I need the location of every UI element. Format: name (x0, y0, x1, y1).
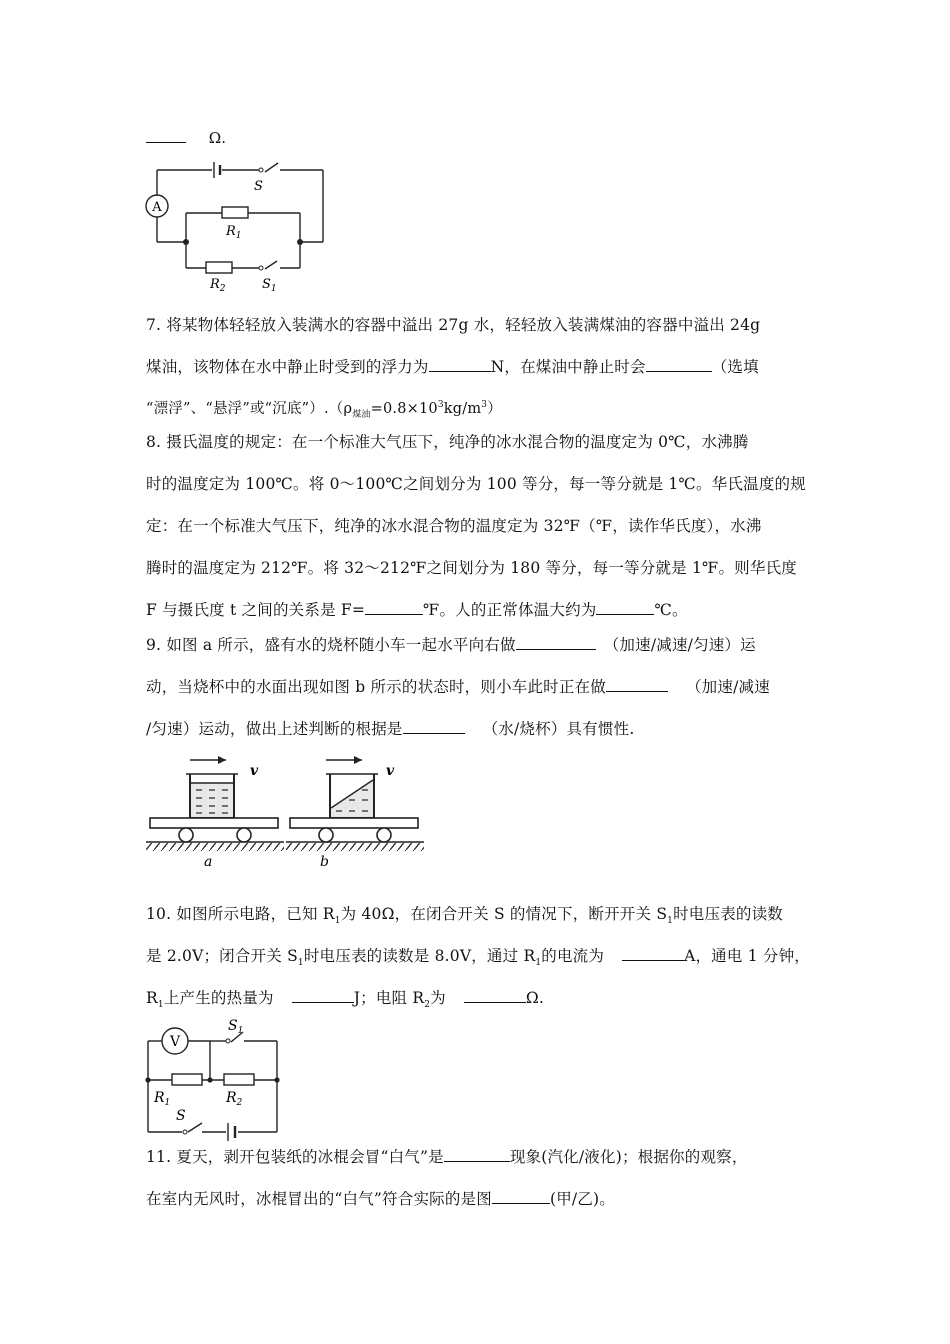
r1-sub: 1 (235, 231, 242, 241)
q10-line-2 (146, 944, 810, 968)
text: （选填 (711, 358, 759, 376)
q8-line-3: 定：在一个标准大气压下，纯净的冰水混合物的温度定为 32℉（℉，读作华氏度），水沸 (146, 517, 762, 535)
q11-line-2 (146, 1187, 615, 1209)
text: R (146, 989, 158, 1007)
unit-text: Ω. (208, 129, 226, 147)
q9-beaker-cart-figure (146, 750, 426, 870)
q8-line-1: 8. 摄氏温度的规定：在一个标准大气压下，纯净的冰水混合物的温度定为 0℃，水沸腾 (146, 433, 749, 451)
svg-text:R1 (225, 224, 242, 241)
text: (甲/乙)。 (549, 1190, 615, 1208)
s1-label: S (262, 277, 271, 292)
svg-text:R1 (153, 1090, 170, 1108)
switch-s-label: S (176, 1108, 186, 1124)
r1-label: R (154, 1090, 165, 1106)
r2-label: R (226, 1090, 237, 1106)
answer-blank[interactable] (292, 988, 354, 1003)
answer-blank[interactable] (365, 600, 423, 615)
subscript: 1 (667, 916, 674, 927)
q11-line-1 (146, 1145, 748, 1167)
text: “漂浮”、“悬浮”或“沉底”）.（ρ (146, 401, 353, 417)
answer-blank[interactable] (429, 357, 491, 372)
text: =0.8×10 (370, 401, 438, 417)
text: ） (487, 401, 502, 417)
r2-label: R (210, 277, 220, 292)
r1-sub: 1 (164, 1098, 171, 1108)
superscript: 3 (481, 400, 488, 411)
subscript: 2 (424, 1000, 431, 1011)
q6-circuit-diagram (140, 160, 340, 295)
q8-line-5 (146, 598, 688, 620)
voltmeter-label: V (169, 1034, 181, 1050)
text: 在室内无风时，冰棍冒出的“白气”符合实际的是图 (146, 1190, 492, 1208)
subscript: 煤油 (352, 409, 371, 420)
answer-blank[interactable] (646, 357, 712, 372)
s1-sub: 1 (237, 1026, 244, 1036)
answer-blank[interactable] (464, 988, 526, 1003)
figure-b (286, 756, 424, 870)
ammeter-label: A (152, 200, 162, 215)
answer-blank[interactable] (596, 600, 654, 615)
q9-line-3 (146, 717, 634, 739)
text: 为 (430, 989, 446, 1007)
text: Ω. (525, 989, 545, 1007)
figure-b-label: b (320, 854, 329, 870)
svg-text:S1 (228, 1018, 243, 1036)
q9-line-1 (146, 633, 756, 655)
text: 现象(汽化/液化)；根据你的观察， (509, 1148, 748, 1166)
text: N，在煤油中静止时会 (490, 358, 646, 376)
q8-line-4: 腾时的温度定为 212℉。将 32～212℉之间划分为 180 等分，每一等分就是 1℉。则华氏度 (146, 559, 797, 577)
q8-line-2: 时的温度定为 100℃。将 0～100℃之间划分为 100 等分，每一等分就是 1℃。华氏温度的规 (146, 475, 806, 493)
velocity-label-a: v (250, 763, 259, 779)
r2-sub: 2 (236, 1098, 243, 1108)
subscript: 1 (334, 916, 341, 927)
text: 时电压表的读数是 8.0V，通过 R (303, 947, 536, 965)
q10-line-3 (146, 986, 544, 1010)
figure-a-label: a (204, 854, 213, 870)
text: 时电压表的读数 (673, 905, 783, 923)
q10-line-1 (146, 902, 783, 926)
q7-line-3 (146, 397, 502, 420)
text: 是 2.0V；闭合开关 S (146, 947, 298, 965)
text: 11. 夏天，剥开包装纸的冰棍会冒“白气”是 (146, 1148, 444, 1166)
answer-blank[interactable] (622, 946, 684, 961)
text: F 与摄氏度 t 之间的关系是 F= (146, 601, 366, 619)
text: 煤油，该物体在水中静止时受到的浮力为 (146, 358, 429, 376)
text: kg/m (443, 401, 482, 417)
velocity-label-b: v (386, 763, 395, 779)
superscript: 3 (437, 400, 444, 411)
text: （水/烧杯）具有惯性. (482, 720, 635, 738)
subscript: 1 (157, 1000, 164, 1011)
text: （加速/减速 (685, 678, 770, 696)
r2-sub: 2 (219, 284, 226, 294)
q7-line-1: 7. 将某物体轻轻放入装满水的容器中溢出 27g 水，轻轻放入装满煤油的容器中溢出 24g (146, 316, 761, 334)
r1-label: R (226, 224, 236, 239)
svg-text:S1 (262, 277, 277, 294)
answer-blank[interactable] (606, 677, 668, 692)
text: （加速/减速/匀速）运 (603, 636, 756, 654)
text: /匀速）运动，做出上述判断的根据是 (146, 720, 403, 738)
answer-blank[interactable] (146, 128, 186, 143)
answer-blank[interactable] (444, 1147, 510, 1162)
q9-line-2 (146, 675, 770, 697)
text: 为 40Ω，在闭合开关 S 的情况下，断开开关 S (340, 905, 668, 923)
answer-blank[interactable] (516, 635, 596, 650)
s1-label: S (228, 1018, 238, 1034)
text: 10. 如图所示电路，已知 R (146, 905, 335, 923)
text: 动，当烧杯中的水面出现如图 b 所示的状态时，则小车此时正在做 (146, 678, 606, 696)
figure-a (146, 756, 284, 870)
text: ℉。人的正常体温大约为 (423, 601, 597, 619)
text: 上产生的热量为 (163, 989, 274, 1007)
svg-text:R2 (209, 277, 226, 294)
q10-circuit-diagram (140, 1012, 290, 1147)
svg-text:R2 (225, 1090, 243, 1108)
text: 9. 如图 a 所示，盛有水的烧杯随小车一起水平向右做 (146, 636, 516, 654)
switch-s-label: S (254, 179, 263, 194)
text: 的电流为 (541, 947, 605, 965)
text: ℃。 (654, 601, 688, 619)
s1-sub: 1 (270, 284, 277, 294)
subscript: 1 (297, 958, 304, 969)
answer-blank[interactable] (492, 1189, 550, 1204)
q7-line-2 (146, 355, 759, 377)
answer-blank[interactable] (403, 719, 465, 734)
text: J；电阻 R (353, 989, 425, 1007)
text: A，通电 1 分钟， (684, 947, 811, 965)
subscript: 1 (535, 958, 542, 969)
q6-answer-line (146, 128, 226, 147)
